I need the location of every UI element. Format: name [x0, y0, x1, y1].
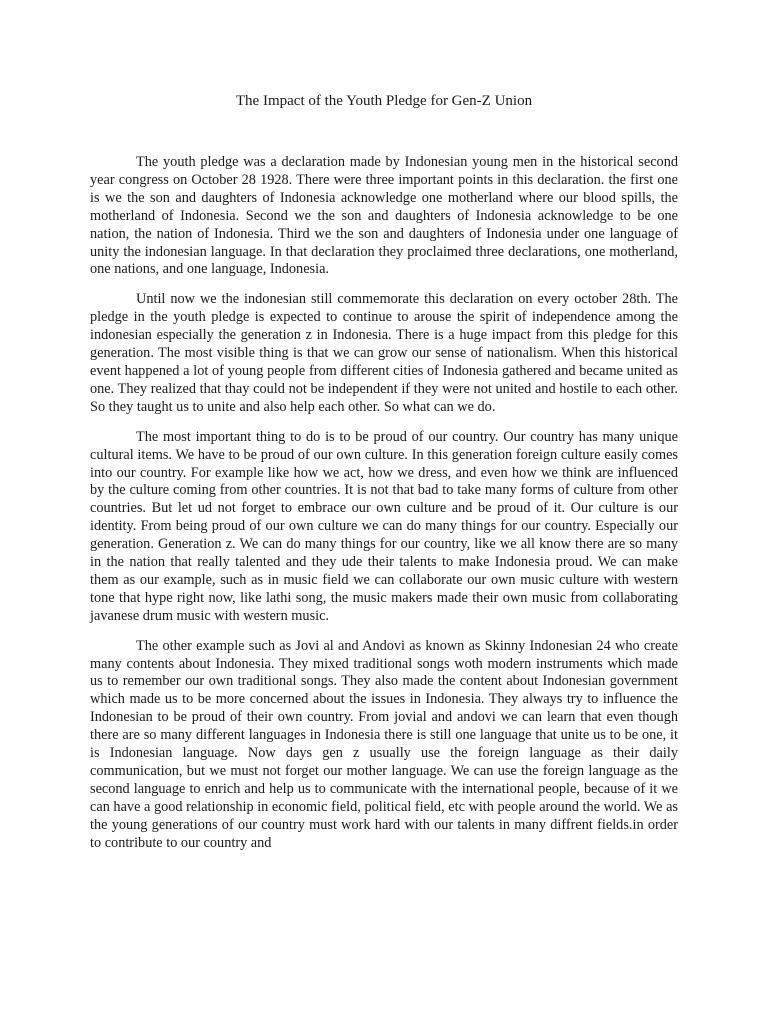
paragraph-3: The most important thing to do is to be proud of our country. Our country has many unique cultural items. We have to be proud of our own culture. In this generation foreign culture easily comes into our country. For example like how we act, how we dress, and even how we think are influenced by the culture coming from other countries. It is not that bad to take many forms of culture from other countries. But let ud not forget to embrace our own culture and be proud of it. Our culture is our identity. From being proud of our own culture we can do many things for our country. Especially our generation. Generation z. We can do many things for our country, like we all know there are so many in the nation that really talented and they ude their talents to make Indonesia proud. We can make them as our example, such as in music field we can collaborate our own music culture with western tone that hype right now, like lathi song, the music makers made their own music from collaborating javanese drum music with western music. — [90, 428, 678, 624]
paragraph-1: The youth pledge was a declaration made by Indonesian young men in the historical second year congress on October 28 1928. There were three important points in this declaration. the first one is we the son and daughters of Indonesia acknowledge one motherland where our blood spills, the motherland of Indonesia. Second we the son and daughters of Indonesia acknowledge to be one nation, the nation of Indonesia. Third we the son and daughters of Indonesia under one language of unity the indonesian language. In that declaration they proclaimed three declarations, one motherland, one nations, and one language, Indonesia. — [90, 154, 678, 278]
paragraph-4: The other example such as Jovi al and Andovi as known as Skinny Indonesian 24 who create many contents about Indonesia. They mixed traditional songs woth modern instruments which made us to remember our own traditional songs. They also made the content about Indonesian government which made us to be more concerned about the issues in Indonesia. They always try to influence the Indonesian to be proud of their own country. From jovial and andovi we can learn that even though there are so many different languages in Indonesia there is still one language that unite us to be one, it is Indonesian language. Now days gen z usually use the foreign language as their daily communication, but we must not forget our mother language. We can use the foreign language as the second language to enrich and help us to communicate with the international people, because of it we can have a good relationship in economic field, political field, etc with people around the world. We as the young generations of our country must work hard with our talents in many diffrent fields.in order to contribute to our country and — [90, 637, 678, 851]
paragraph-2: Until now we the indonesian still commemorate this declaration on every october 28th. The pledge in the youth pledge is expected to continue to arouse the spirit of independence among the indonesian especially the generation z in Indonesia. There is a huge impact from this pledge for this generation. The most visible thing is that we can grow our sense of nationalism. When this historical event happened a lot of young people from different cities of Indonesia gathered and became united as one. They realized that thay could not be independent if they were not united and hostile to each other. So they taught us to unite and also help each other. So what can we do. — [90, 291, 678, 415]
document-page — [90, 92, 678, 865]
document-title: The Impact of the Youth Pledge for Gen-Z Union — [235, 93, 533, 109]
